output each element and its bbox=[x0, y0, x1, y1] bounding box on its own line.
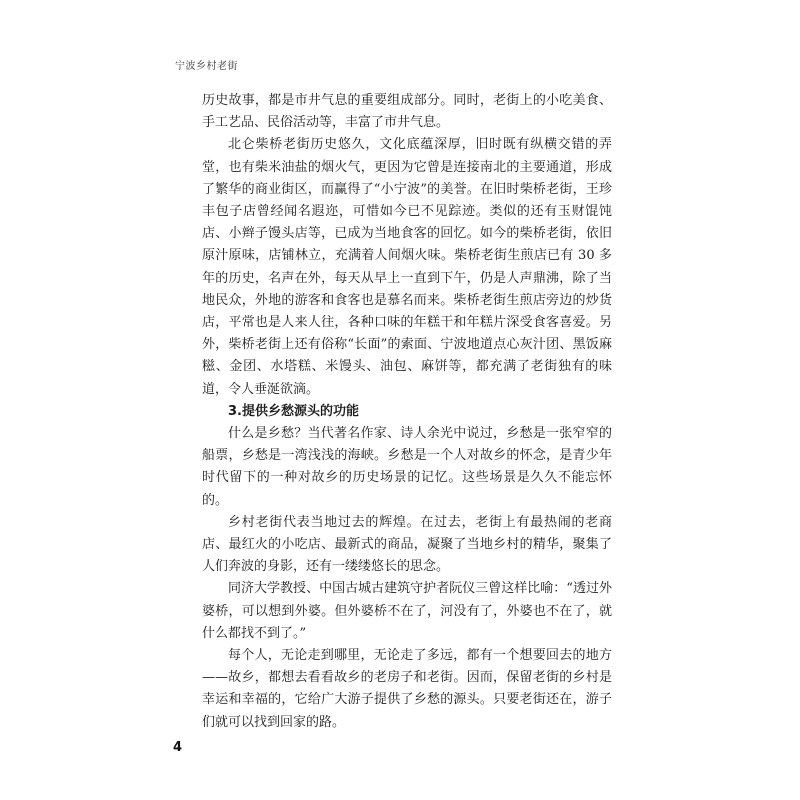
body-text bbox=[202, 90, 612, 734]
paragraph-what-is-nostalgia: 什么是乡愁？当代著名作家、诗人余光中说过，乡愁是一张窄窄的船票，乡愁是一湾浅浅的海峡。乡愁是一个人对故乡的怀念，是青少年时代留下的一种对故乡的历史场景的记忆。这些场景是久久不能忘怀的。 bbox=[202, 426, 612, 508]
paragraph-way-home: 每个人，无论走到哪里，无论走了多远，都有一个想要回去的地方——故乡，都想去看看故乡的老房子和老街。因而，保留老街的乡村是幸运和幸福的，它给广大游子提供了乡愁的源头。只要老街还在，游子们就可以找到回家的路。 bbox=[202, 648, 612, 730]
paragraph-chaiqiao-street: 北仑柴桥老街历史悠久，文化底蕴深厚，旧时既有纵横交错的弄堂，也有柴米油盐的烟火气，更因为它曾是连接南北的主要通道，形成了繁华的商业街区，而赢得了“小宁波”的美誉。在旧时柴桥老街，王珍丰包子店曾经闻名遐迩，可惜如今已不见踪迹。类似的还有玉财馄饨店、小辫子馒头店等，已成为当地食客的回忆。如今的柴桥老街，依旧原汁原味，店铺林立，充满着人间烟火味。柴桥老街生煎店已有 30 多年的历史，名声在外，每天从早上一直到下午，仍是人声鼎沸，除了当地民众，外地的游客和食客也是慕名而来。柴桥老街生煎店旁边的炒货店，平常也是人来人往，各种口味的年糕干和年糕片深受食客喜爱。另外，柴桥老街上还有俗称“长面”的索面、宁波地道点心灰汁团、黑饭麻糍、金团、水塔糕、米馒头、油包、麻饼等，都充满了老街独有的味道，令人垂涎欲滴。 bbox=[202, 137, 612, 397]
running-head: 宁波乡村老街 bbox=[175, 61, 238, 72]
section-heading: 3.提供乡愁源头的功能 bbox=[228, 403, 359, 419]
paragraph-quote: 同济大学教授、中国古城古建筑守护者阮仪三曾这样比喻：“透过外婆桥，可以想到外婆。但外婆桥不在了，河没有了，外婆也不在了，就什么都找不到了。” bbox=[202, 581, 612, 641]
paragraph-past-glory: 乡村老街代表当地过去的辉煌。在过去，老街上有最热闹的老商店、最红火的小吃店、最新式的商品，凝聚了当地乡村的精华，聚集了人们奔波的身影，还有一缕缕悠长的思念。 bbox=[202, 514, 612, 575]
paragraph-continued: 历史故事，都是市井气息的重要组成部分。同时，老街上的小吃美食、手工艺品、民俗活动等，丰富了市井气息。 bbox=[202, 93, 612, 131]
page-number: 4 bbox=[173, 740, 183, 755]
